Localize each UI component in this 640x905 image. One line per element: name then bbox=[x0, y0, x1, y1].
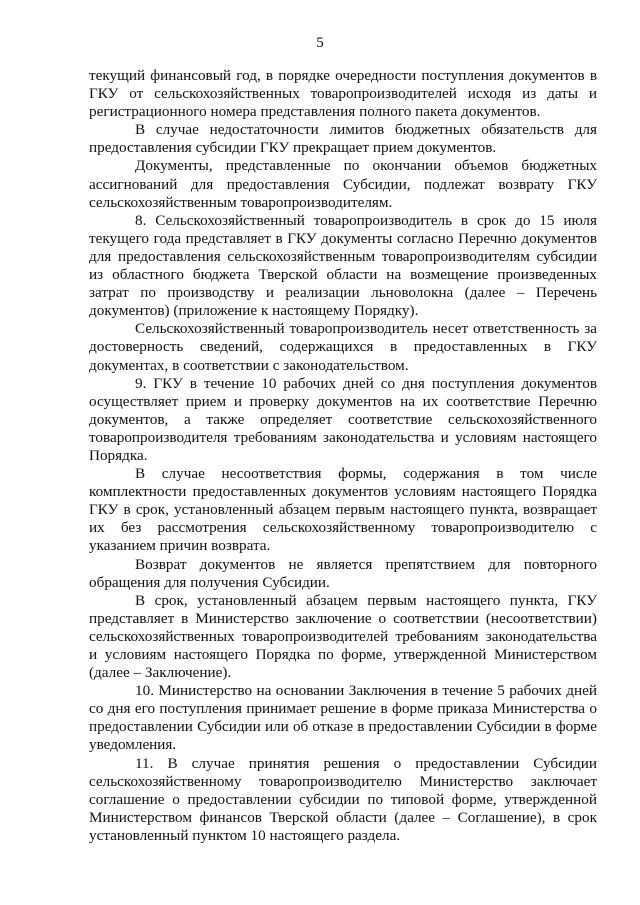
paragraph-responsibility: Сельскохозяйственный товаропроизводитель несет ответственность за достоверность сведений, содержащихся в предоставленных в ГКУ документах, в соответствии с законодательством. bbox=[89, 320, 597, 374]
paragraph-continuation: текущий финансовый год, в порядке очередности поступления документов в ГКУ от сельскохозяйственных товаропроизводителей исходя из даты и регистрационного номера представления полного пакета документов. bbox=[89, 67, 597, 121]
document-body bbox=[89, 67, 597, 845]
paragraph-conclusion: В срок, установленный абзацем первым настоящего пункта, ГКУ представляет в Министерство заключение о соответствии (несоответствии) сельскохозяйственных товаропроизводителей требованиям законодательства и условиям настоящего Порядка по форме, утвержденной Министерством (далее – Заключение). bbox=[89, 591, 597, 682]
paragraph-item-11: 11. В случае принятия решения о предоставлении Субсидии сельскохозяйственному товаропроизводителю Министерство заключает соглашение о предоставлении субсидии по типовой форме, утвержденной Министерством финансов Тверской области (далее – Соглашение), в срок установленный пунктом 10 настоящего раздела. bbox=[89, 754, 597, 844]
paragraph-item-9: 9. ГКУ в течение 10 рабочих дней со дня поступления документов осуществляет прием и проверку документов на их соответствие Перечню документов, а также определяет соответствие сельскохозяйственного товаропроизводителя требованиям законодательства и условиям настоящего Порядка. bbox=[89, 374, 597, 464]
paragraph-item-8: 8. Сельскохозяйственный товаропроизводитель в срок до 15 июля текущего года представляет в ГКУ документы согласно Перечню документов для предоставления сельскохозяйственным товаропроизводителям субсидии из областного бюджета Тверской области на возмещение произведенных затрат по производству и реализации льноволокна (далее – Перечень документов) (приложение к настоящему Порядку). bbox=[89, 211, 597, 320]
paragraph-resubmission: Возврат документов не является препятствием для повторного обращения для получения Субсидии. bbox=[89, 555, 597, 591]
paragraph-item-10: 10. Министерство на основании Заключения в течение 5 рабочих дней со дня его поступления принимает решение в форме приказа Министерства о предоставлении Субсидии или об отказе в предоставлении Субсидии в форме уведомления. bbox=[89, 682, 597, 754]
paragraph-documents-return: Документы, представленные по окончании объемов бюджетных ассигнований для предоставления Субсидии, подлежат возврату ГКУ сельскохозяйственным товаропроизводителям. bbox=[89, 157, 597, 211]
paragraph-budget-limits: В случае недостаточности лимитов бюджетных обязательств для предоставления субсидии ГКУ прекращает прием документов. bbox=[89, 121, 597, 157]
page-number: 5 bbox=[316, 35, 324, 51]
paragraph-nonconformity: В случае несоответствия формы, содержания в том числе комплектности предоставленных документов условиям настоящего Порядка ГКУ в срок, установленный абзацем первым настоящего пункта, возвращает их без рассмотрения сельскохозяйственному товаропроизводителю с указанием причин возврата. bbox=[89, 465, 597, 555]
